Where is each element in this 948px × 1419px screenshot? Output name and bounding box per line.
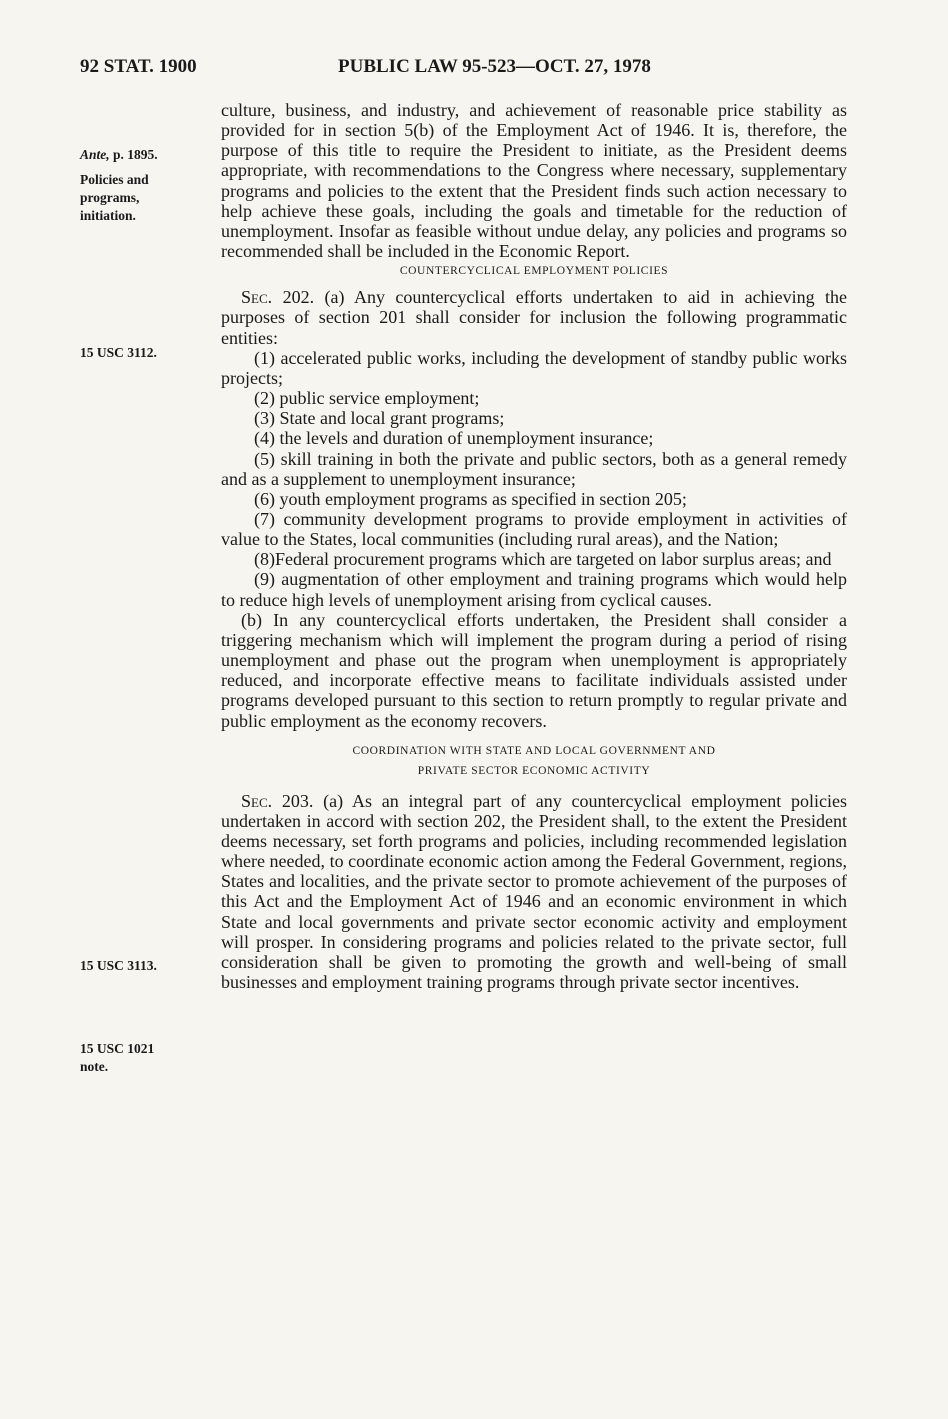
margin-note-ante-label: Ante, xyxy=(80,147,110,162)
section-202-item-5: (5) skill training in both the private and public sectors, both as a general remedy and as a supplement to unemployment insurance; xyxy=(221,448,847,489)
section-202-opening-text: 202. (a) Any countercyclical efforts undertaken to aid in achieving the purposes of section 201 shall consider for inclusion the following programmatic entities: xyxy=(221,287,847,348)
margin-note-ante-page: p. 1895. xyxy=(109,147,158,162)
section-203-heading-line-1: COORDINATION WITH STATE AND LOCAL GOVERNMENT AND xyxy=(352,744,716,757)
section-202-item-1: (1) accelerated public works, including the development of standby public works projects; xyxy=(221,347,847,388)
section-label: Sec. xyxy=(241,790,273,811)
margin-note-line: 15 USC 1021 xyxy=(80,1041,155,1056)
section-202-item-6: (6) youth employment programs as specified in section 205; xyxy=(254,488,687,509)
section-202-opening xyxy=(221,287,847,347)
section-202-paragraph-b: (b) In any countercyclical efforts undertaken, the President shall consider a triggering mechanism which will implement the program during a period of rising unemployment and phase out the program when unemployment is appropriately reduced, and incorporate effective means to facilitate individuals assisted under programs developed pursuant to this section to return promptly to regular private and public employment as the economy recovers. xyxy=(221,609,847,731)
margin-note-line: Policies and xyxy=(80,172,149,187)
intro-paragraph: culture, business, and industry, and achievement of reasonable price stability as provided for in section 5(b) of the Employment Act of 1946. It is, therefore, the purpose of this title to require the President to initiate, as the President deems appropriate, with recommendations to the Congress where necessary, supplementary programs and policies to the extent that the President finds such action necessary to help achieve these goals, including the goals and timetable for the reduction of unemployment. Insofar as feasible without undue delay, any policies and programs so recommended shall be included in the Economic Report. xyxy=(221,100,847,262)
margin-note-usc-3112: 15 USC 3112. xyxy=(80,345,157,360)
statute-page-number: 92 STAT. 1900 xyxy=(80,56,197,77)
margin-note-usc-3113: 15 USC 3113. xyxy=(80,958,157,973)
public-law-title: PUBLIC LAW 95-523—OCT. 27, 1978 xyxy=(338,56,651,77)
section-202-heading: COUNTERCYCLICAL EMPLOYMENT POLICIES xyxy=(399,265,669,278)
section-202-item-4: (4) the levels and duration of unemployment insurance; xyxy=(254,428,654,449)
margin-note-ante xyxy=(80,146,205,164)
margin-note-policies xyxy=(80,171,205,225)
section-203-paragraph-text: 203. (a) As an integral part of any countercyclical employment policies undertaken in accord with section 202, the President shall, to the extent the President deems necessary, set forth programs and policies, including recommended legislation where needed, to coordinate economic action among the Federal Government, regions, States and localities, and the private sector to promote achievement of the purposes of this Act and the Employment Act of 1946 and an economic environment in which State and local governments and private sector economic activity and employment will prosper. In considering programs and policies related to the private sector, full consideration shall be given to promoting the growth and well-being of small businesses and employment training programs through private sector incentives. xyxy=(221,790,847,993)
section-202-item-3: (3) State and local grant programs; xyxy=(254,408,505,429)
section-202-item-8: (8)Federal procurement programs which are targeted on labor surplus areas; and xyxy=(254,549,832,570)
margin-note-line: programs, xyxy=(80,190,140,205)
margin-note-line: initiation. xyxy=(80,208,136,223)
margin-note-usc-1021 xyxy=(80,1040,205,1076)
section-203-heading-line-2: PRIVATE SECTOR ECONOMIC ACTIVITY xyxy=(417,764,651,777)
margin-note-line: note. xyxy=(80,1059,109,1074)
section-203-paragraph xyxy=(221,791,847,993)
section-202-item-9: (9) augmentation of other employment and training programs which would help to reduce high levels of unemployment arising from cyclical causes. xyxy=(221,569,847,610)
section-202-item-2: (2) public service employment; xyxy=(254,388,480,409)
body-text xyxy=(221,100,847,992)
running-header xyxy=(80,56,870,82)
section-202-item-7: (7) community development programs to provide employment in activities of value to the States, local communities (including rural areas), and the Nation; xyxy=(221,508,847,550)
section-label: Sec. xyxy=(241,287,273,308)
